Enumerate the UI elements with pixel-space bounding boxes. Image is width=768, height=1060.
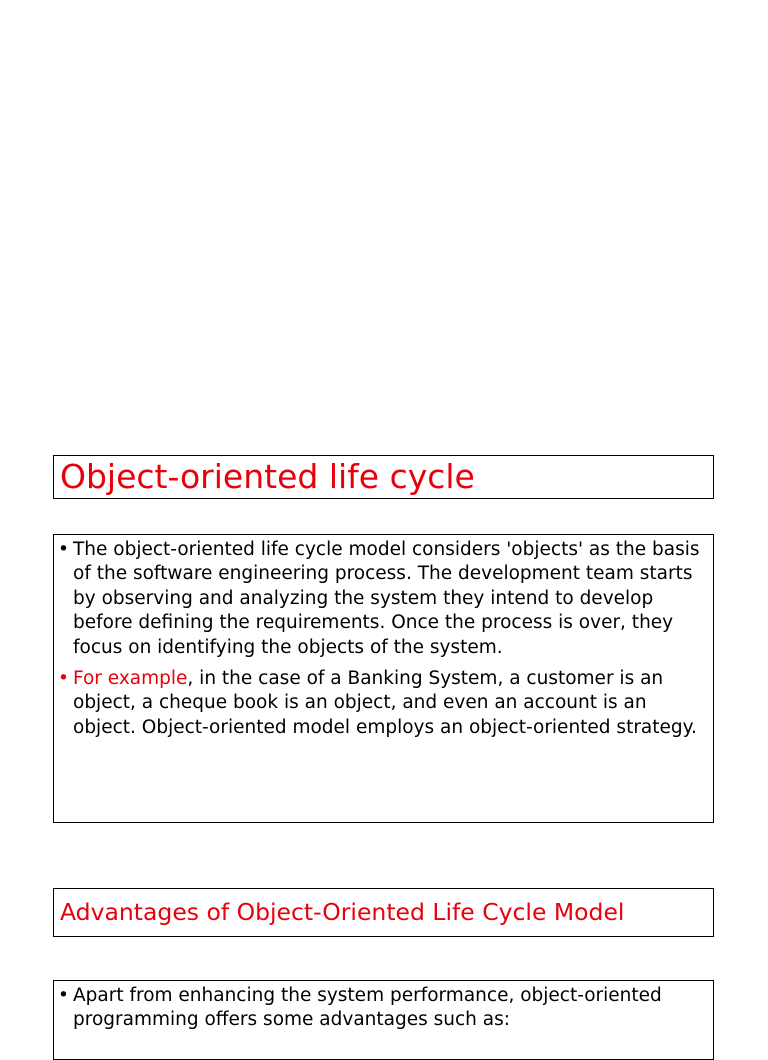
bullet-item xyxy=(58,538,701,660)
bullet-text: Apart from enhancing the system performance, object-oriented programming offers some advantages such as: xyxy=(73,985,662,1031)
advantages-bullet-list xyxy=(58,984,701,1040)
advantages-body-box xyxy=(53,980,714,1060)
bullet-icon: • xyxy=(58,539,69,560)
bullet-item xyxy=(58,984,701,1033)
bullet-text: The object-oriented life cycle model considers 'objects' as the basis of the software engineering process. The development team starts by observing and analyzing the system they intend to develop before defining the requirements. Once the process is over, they focus on identifying the objects of the system. xyxy=(73,539,700,658)
section-title: Object-oriented life cycle xyxy=(60,457,475,496)
bullet-icon: • xyxy=(58,668,69,690)
advantages-title-box xyxy=(53,888,714,937)
bullet-item xyxy=(58,667,701,740)
bullet-text: , in the case of a Banking System, a customer is an object, a cheque book is an object, and even an account is an object. Object-oriented model employs an object-oriented strategy. xyxy=(73,668,697,738)
section-title-box xyxy=(53,455,714,499)
section-body-box xyxy=(53,534,714,823)
bullet-icon: • xyxy=(58,985,69,1006)
example-lead: For example xyxy=(73,668,188,690)
advantages-title: Advantages of Object-Oriented Life Cycle Model xyxy=(60,898,625,926)
bullet-list xyxy=(58,538,701,747)
